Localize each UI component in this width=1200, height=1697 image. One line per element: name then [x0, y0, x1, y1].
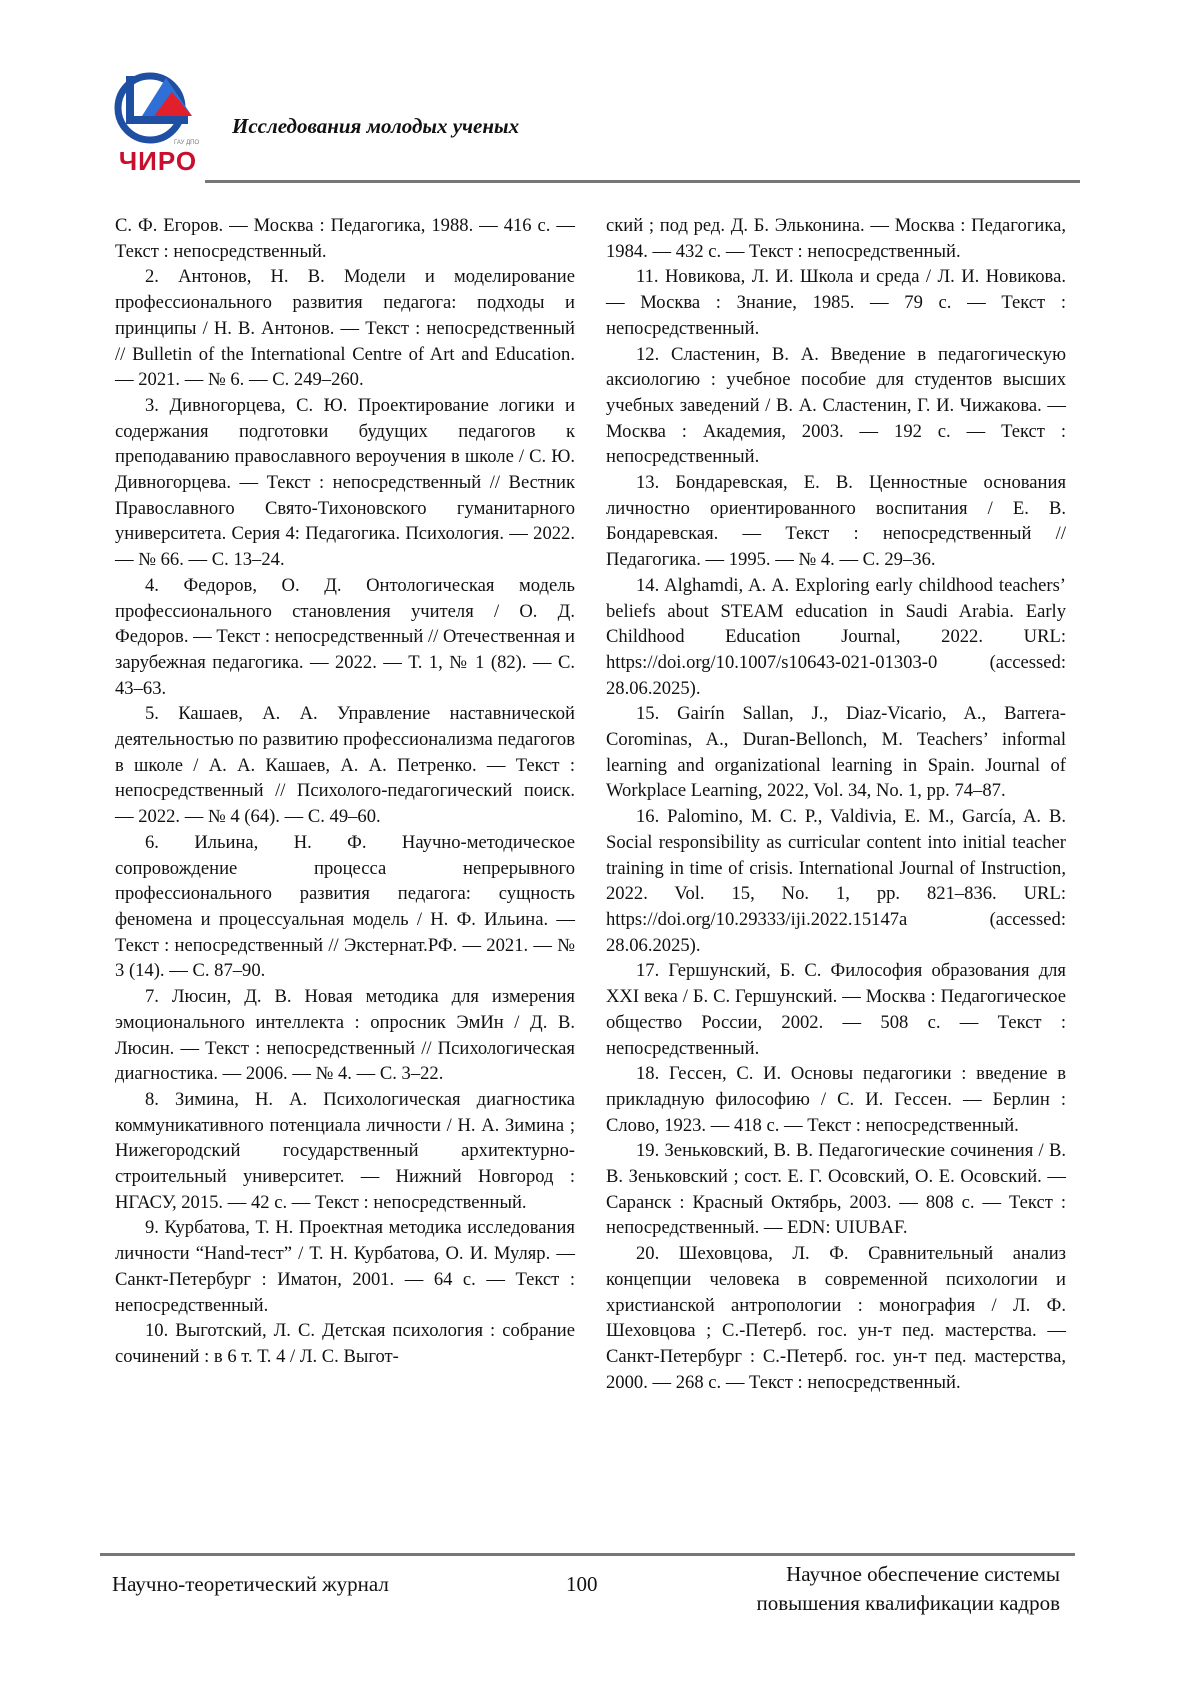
footer-section-line-1: Научное обеспечение системы: [680, 1560, 1060, 1589]
header-divider: [205, 180, 1080, 183]
reference-item: 11. Новикова, Л. И. Школа и среда / Л. И. Новикова. — Москва : Знание, 1985. — 79 с. — Текст : непосредственный.: [606, 264, 1066, 341]
page-number: 100: [566, 1572, 598, 1597]
reference-item: ский ; под ред. Д. Б. Эльконина. — Москва : Педагогика, 1984. — 432 с. — Текст : непосредственный.: [606, 213, 1066, 264]
reference-item: 17. Гершунский, Б. С. Философия образования для XXI века / Б. С. Гершунский. — Москва : Педагогическое общество России, 2002. — 508 с. — Текст : непосредственный.: [606, 958, 1066, 1061]
right-column: [606, 213, 1066, 1395]
logo-small-text: ГАУ ДПО: [174, 140, 199, 146]
journal-section-title: Исследования молодых ученых: [232, 114, 519, 139]
footer-section-name: [680, 1560, 1060, 1618]
reference-item: 15. Gairín Sallan, J., Diaz-Vicario, A., Barrera-Corominas, A., Duran-Bellonch, M. Teachers’ informal learning and organizational learning in Spain. Journal of Workplace Learning, 2022, Vol. 34, No. 1, pp. 74–87.: [606, 701, 1066, 804]
reference-item: 10. Выготский, Л. С. Детская психология : собрание сочинений : в 6 т. Т. 4 / Л. С. Выгот-: [115, 1318, 575, 1369]
reference-item: 3. Дивногорцева, С. Ю. Проектирование логики и содержания подготовки будущих педагогов к преподаванию православного вероучения в школе / С. Ю. Дивногорцева. — Текст : непосредственный // Вестник Православного Свято-Тихоновского гуманитарного университета. Серия 4: Педагогика. Психология. — 2022. — № 66. — С. 13–24.: [115, 393, 575, 573]
logo-emblem-icon: [112, 70, 204, 150]
reference-item: 5. Кашаев, А. А. Управление наставнической деятельностью по развитию профессионализма педагогов в школе / А. А. Кашаев, А. А. Петренко. — Текст : непосредственный // Психолого-педагогический поиск. — 2022. — № 4 (64). — С. 49–60.: [115, 701, 575, 830]
reference-item: 13. Бондаревская, Е. В. Ценностные основания личностно ориентированного воспитания / Е. В. Бондаревская. — Текст : непосредственный // Педагогика. — 1995. — № 4. — С. 29–36.: [606, 470, 1066, 573]
reference-item: 20. Шеховцова, Л. Ф. Сравнительный анализ концепции человека в современной психологии и христианской антропологии : монография / Л. Ф. Шеховцова ; С.-Петерб. гос. ун-т пед. мастерства. — Санкт-Петербург : С.-Петерб. гос. ун-т пед. мастерства, 2000. — 268 с. — Текст : непосредственный.: [606, 1241, 1066, 1395]
reference-item: 12. Сластенин, В. А. Введение в педагогическую аксиологию : учебное пособие для студентов высших учебных заведений / В. А. Сластенин, Г. И. Чижакова. — Москва : Академия, 2003. — 192 с. — Текст : непосредственный.: [606, 342, 1066, 471]
reference-item: 19. Зеньковский, В. В. Педагогические сочинения / В. В. Зеньковский ; сост. Е. Г. Осовский, О. Е. Осовский. — Саранск : Красный Октябрь, 2003. — 808 с. — Текст : непосредственный. — EDN: UIUBAF.: [606, 1138, 1066, 1241]
reference-item: С. Ф. Егоров. — Москва : Педагогика, 1988. — 416 с. — Текст : непосредственный.: [115, 213, 575, 264]
reference-item: 4. Федоров, О. Д. Онтологическая модель профессионального становления учителя / О. Д. Федоров. — Текст : непосредственный // Отечественная и зарубежная педагогика. — 2022. — Т. 1, № 1 (82). — С. 43–63.: [115, 573, 575, 702]
reference-item: 6. Ильина, Н. Ф. Научно-методическое сопровождение процесса непрерывного профессионального развития педагога: сущность феномена и процессуальная модель / Н. Ф. Ильина. — Текст : непосредственный // Экстернат.РФ. — 2021. — № 3 (14). — С. 87–90.: [115, 830, 575, 984]
chiro-logo: [112, 70, 204, 172]
reference-item: 16. Palomino, M. C. P., Valdivia, E. M., García, A. B. Social responsibility as curricular content into initial teacher training in time of crisis. International Journal of Instruction, 2022. Vol. 15, No. 1, pp. 821–836. URL: https://doi.org/10.29333/iji.2022.15147a (accessed: 28.06.2025).: [606, 804, 1066, 958]
reference-item: 8. Зимина, Н. А. Психологическая диагностика коммуникативного потенциала личности / Н. А. Зимина ; Нижегородский государственный архитектурно-строительный университет. — Нижний Новгород : НГАСУ, 2015. — 42 с. — Текст : непосредственный.: [115, 1087, 575, 1216]
footer-divider: [100, 1553, 1075, 1556]
reference-item: 18. Гессен, С. И. Основы педагогики : введение в прикладную философию / С. И. Гессен. — Берлин : Слово, 1923. — 418 с. — Текст : непосредственный.: [606, 1061, 1066, 1138]
footer-journal-name: Научно-теоретический журнал: [112, 1572, 389, 1597]
reference-item: 2. Антонов, Н. В. Модели и моделирование профессионального развития педагога: подходы и принципы / Н. В. Антонов. — Текст : непосредственный // Bulletin of the International Centre of Art and Education. — 2021. — № 6. — С. 249–260.: [115, 264, 575, 393]
reference-item: 7. Люсин, Д. В. Новая методика для измерения эмоционального интеллекта : опросник ЭмИн / Д. В. Люсин. — Текст : непосредственный // Психологическая диагностика. — 2006. — № 4. — С. 3–22.: [115, 984, 575, 1087]
left-column: [115, 213, 575, 1370]
logo-text: ЧИРО: [112, 146, 204, 177]
footer-section-line-2: повышения квалификации кадров: [680, 1589, 1060, 1618]
reference-item: 9. Курбатова, Т. Н. Проектная методика исследования личности “Hand-тест” / Т. Н. Курбатова, О. И. Муляр. — Санкт-Петербург : Иматон, 2001. — 64 с. — Текст : непосредственный.: [115, 1215, 575, 1318]
reference-item: 14. Alghamdi, A. A. Exploring early childhood teachers’ beliefs about STEAM education in Saudi Arabia. Early Childhood Education Journal, 2022. URL: https://doi.org/10.1007/s10643-021-01303-0 (accessed: 28.06.2025).: [606, 573, 1066, 702]
